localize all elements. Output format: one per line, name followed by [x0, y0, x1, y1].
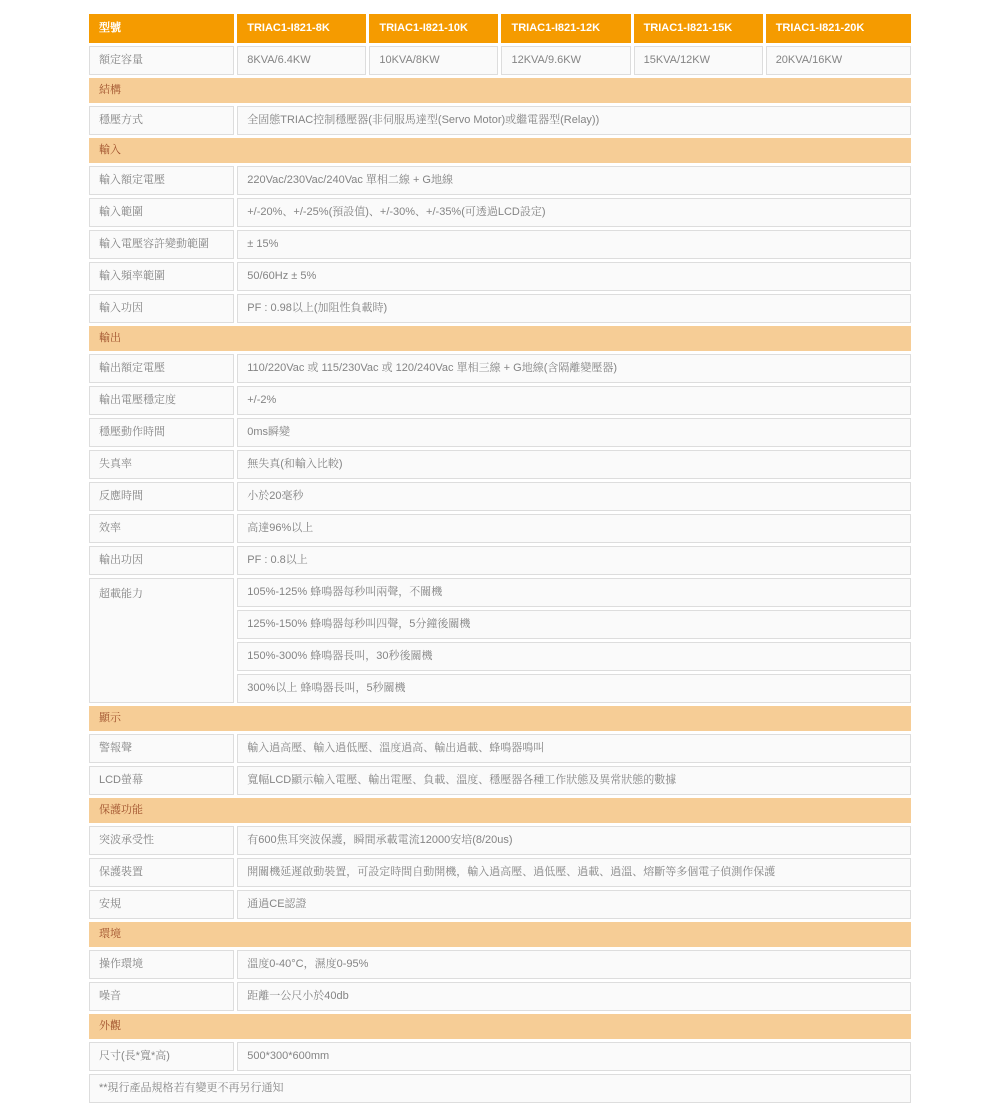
row-label: 輸出電壓穩定度: [89, 386, 234, 415]
spec-row: [89, 294, 911, 323]
spec-row: [89, 262, 911, 291]
section-row: [89, 326, 911, 351]
model-header-cell: TRIAC1-I821-10K: [369, 14, 498, 43]
row-value: PF : 0.8以上: [237, 546, 911, 575]
model-header-cell: TRIAC1-I821-12K: [501, 14, 630, 43]
row-value: 50/60Hz ± 5%: [237, 262, 911, 291]
capacity-value: 15KVA/12KW: [634, 46, 763, 75]
spec-row: [89, 230, 911, 259]
spec-row: [89, 546, 911, 575]
row-value: 高達96%以上: [237, 514, 911, 543]
spec-row: [89, 418, 911, 447]
row-label: 反應時間: [89, 482, 234, 511]
spec-row: [89, 386, 911, 415]
row-label: 警報聲: [89, 734, 234, 763]
row-value: 125%-150% 蜂鳴器每秒叫四聲，5分鐘後關機: [237, 610, 911, 639]
row-value: 小於20毫秒: [237, 482, 911, 511]
section-row: [89, 1014, 911, 1039]
section-row: [89, 706, 911, 731]
row-value: 全固態TRIAC控制穩壓器(非伺服馬達型(Servo Motor)或繼電器型(Relay)): [237, 106, 911, 135]
spec-row: [89, 106, 911, 135]
section-title: 結構: [89, 78, 911, 103]
row-value: 溫度0-40°C，濕度0-95%: [237, 950, 911, 979]
row-label: 輸入頻率範圍: [89, 262, 234, 291]
row-value: ± 15%: [237, 230, 911, 259]
spec-row: [89, 826, 911, 855]
spec-row: [89, 982, 911, 1011]
row-value: 無失真(和輸入比較): [237, 450, 911, 479]
section-title: 環境: [89, 922, 911, 947]
row-label: 失真率: [89, 450, 234, 479]
row-value: 150%-300% 蜂鳴器長叫，30秒後關機: [237, 642, 911, 671]
row-label: 噪音: [89, 982, 234, 1011]
row-value: 輸入過高壓、輸入過低壓、溫度過高、輸出過載、蜂鳴器鳴叫: [237, 734, 911, 763]
row-label: 效率: [89, 514, 234, 543]
row-label: 保護裝置: [89, 858, 234, 887]
row-label: 超載能力: [89, 578, 234, 703]
model-header-cell: TRIAC1-I821-8K: [237, 14, 366, 43]
capacity-value: 10KVA/8KW: [369, 46, 498, 75]
row-label: 輸入範圍: [89, 198, 234, 227]
row-label: LCD螢幕: [89, 766, 234, 795]
spec-row: [89, 578, 911, 607]
section-row: [89, 78, 911, 103]
row-label: 輸入功因: [89, 294, 234, 323]
row-label: 操作環境: [89, 950, 234, 979]
footer-note-row: [89, 1074, 911, 1103]
row-value: 110/220Vac 或 115/230Vac 或 120/240Vac 單相三線 + G地線(含隔離變壓器): [237, 354, 911, 383]
section-row: [89, 798, 911, 823]
section-row: [89, 138, 911, 163]
row-label: 尺寸(長*寬*高): [89, 1042, 234, 1071]
capacity-row: [89, 46, 911, 75]
row-value: 300%以上 蜂鳴器長叫，5秒關機: [237, 674, 911, 703]
section-title: 輸入: [89, 138, 911, 163]
model-header-cell: TRIAC1-I821-15K: [634, 14, 763, 43]
capacity-value: 8KVA/6.4KW: [237, 46, 366, 75]
spec-row: [89, 450, 911, 479]
section-title: 保護功能: [89, 798, 911, 823]
model-header-cell: TRIAC1-I821-20K: [766, 14, 911, 43]
row-value: 220Vac/230Vac/240Vac 單相二線 + G地線: [237, 166, 911, 195]
row-label: 輸入額定電壓: [89, 166, 234, 195]
spec-table-body: [89, 14, 911, 1103]
model-header-label: 型號: [89, 14, 234, 43]
capacity-value: 20KVA/16KW: [766, 46, 911, 75]
spec-row: [89, 858, 911, 887]
row-value: 0ms瞬變: [237, 418, 911, 447]
footer-note: **現行產品規格若有變更不再另行通知: [89, 1074, 911, 1103]
row-value: 500*300*600mm: [237, 1042, 911, 1071]
row-value: 105%-125% 蜂鳴器每秒叫兩聲，不關機: [237, 578, 911, 607]
section-title: 外觀: [89, 1014, 911, 1039]
row-value: PF : 0.98以上(加阻性負載時): [237, 294, 911, 323]
row-label: 輸出額定電壓: [89, 354, 234, 383]
spec-table: [86, 11, 914, 1106]
row-label: 輸入電壓容許變動範圍: [89, 230, 234, 259]
row-label: 輸出功因: [89, 546, 234, 575]
row-value: 寬幅LCD顯示輸入電壓、輸出電壓、負載、溫度、穩壓器各種工作狀態及異常狀態的數據: [237, 766, 911, 795]
spec-row: [89, 1042, 911, 1071]
row-value: +/-20%、+/-25%(預設值)、+/-30%、+/-35%(可透過LCD設定): [237, 198, 911, 227]
row-label: 穩壓動作時間: [89, 418, 234, 447]
model-header-row: [89, 14, 911, 43]
row-value: 開關機延遲啟動裝置，可設定時間自動開機，輸入過高壓、過低壓、過載、過溫、熔斷等多個電子偵測作保護: [237, 858, 911, 887]
section-row: [89, 922, 911, 947]
row-value: 距離一公尺小於40db: [237, 982, 911, 1011]
row-label: 安規: [89, 890, 234, 919]
spec-row: [89, 766, 911, 795]
spec-row: [89, 890, 911, 919]
row-label: 突波承受性: [89, 826, 234, 855]
spec-row: [89, 514, 911, 543]
spec-row: [89, 950, 911, 979]
row-label: 穩壓方式: [89, 106, 234, 135]
capacity-value: 12KVA/9.6KW: [501, 46, 630, 75]
spec-row: [89, 354, 911, 383]
row-value: 通過CE認證: [237, 890, 911, 919]
section-title: 顯示: [89, 706, 911, 731]
spec-table-container: [86, 11, 914, 1106]
spec-row: [89, 734, 911, 763]
spec-row: [89, 198, 911, 227]
spec-row: [89, 482, 911, 511]
row-value: 有600焦耳突波保護，瞬間承載電流12000安培(8/20us): [237, 826, 911, 855]
section-title: 輸出: [89, 326, 911, 351]
row-label: 額定容量: [89, 46, 234, 75]
spec-row: [89, 166, 911, 195]
row-value: +/-2%: [237, 386, 911, 415]
